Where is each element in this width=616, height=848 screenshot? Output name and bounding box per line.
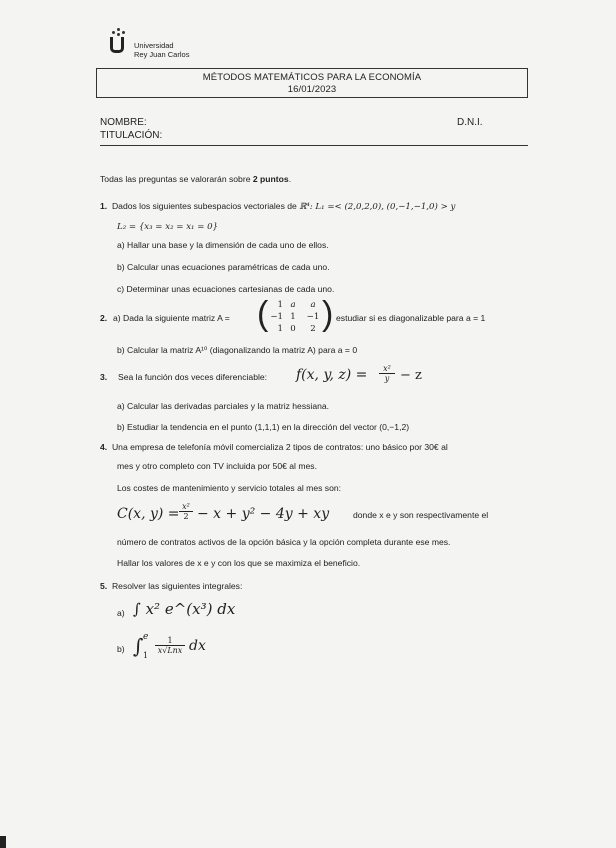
titulacion-label: TITULACIÓN: <box>100 130 163 141</box>
exam-title-box <box>96 68 528 98</box>
q4-line1: 4. Una empresa de telefonía móvil comercializa 2 tipos de contratos: uno básico por 30€ al <box>100 442 448 452</box>
intro-text: Todas las preguntas se valorarán sobre 2 puntos. <box>100 174 292 184</box>
q4-fraction: $\frac{\text{x²}}{2}$ <box>179 502 193 521</box>
q3-fraction: $\frac{\text{x²}}{y}$ <box>379 364 395 383</box>
q1-b: b) Calcular unas ecuaciones paramétricas de cada uno. <box>117 262 330 272</box>
university-logo-dots <box>112 28 126 34</box>
q5-statement: 5. Resolver las siguientes integrales: <box>100 581 243 591</box>
matrix-right-paren: ) <box>322 295 334 333</box>
scan-edge-mark <box>0 836 6 848</box>
q3-b: b) Estudiar la tendencia en el punto (1,1,1) en la dirección del vector (0,−1,2) <box>117 422 410 432</box>
header-divider <box>100 145 528 146</box>
q4-line2: mes y otro completo con TV incluida por 50€ al mes. <box>117 461 317 471</box>
exam-page: Universidad Rey Juan Carlos MÉTODOS MATEMÁTICOS PARA LA ECONOMÍA 16/01/2023 NOMBRE: D.N.I. TITULACIÓN: Todas las preguntas se valorarán sobre 2 puntos. 1. Dados los siguientes subespacios vectoriales de ℝ⁴: L₁ =< (2,0,2,0), (0,−1,−1,0) > y L₂ = {x₃ = x₂ = x₁ = 0} a) Hallar una base y la dimensión de cada uno de ellos. b) Calcular unas ecuaciones paramétricas de cada uno. c) Determinar unas ecuaciones cartesianas de cada uno. 2. a) Dada la siguiente matriz A = ( 1 a a −1 1 −1 1 0 2 ) estudiar si es diagonalizable para a = 1 b) Calcular la matriz A¹⁰ (diagonalizando la matriz A) para a = 0 3. Sea la función dos veces diferenciable: f(x, y, z) = $\frac{\text{x²}}{y}$ − z a) Calcular las derivadas parciales y la matriz hessiana. b) Estudiar la tendencia en el punto (1,1,1) en la dirección del vector (0,−1,2) 4. Una empresa de telefonía móvil comercializa 2 tipos de contratos: uno básico por 30€ al mes y otro completo con TV incluida por 50€ al mes. Los costes de mantenimiento y servicio totales al mes son: C(x, y) = $\frac{\text{x²}}{2}$ − x + y² − 4y + xy donde x e y son respectivamente el número de contratos activos de la opción básica y la opción completa durante ese mes. Hallar los valores de x e y con los que se maximiza el beneficio. 5. Resolver las siguientes integrales: a) ∫ x² e^(x³) dx b) ∫ e 1 1 x√Lnx dx <box>0 0 616 848</box>
university-logo-icon <box>110 37 124 53</box>
exam-title: MÉTODOS MATEMÁTICOS PARA LA ECONOMÍA <box>202 72 422 83</box>
exam-date: 16/01/2023 <box>287 84 337 95</box>
dni-label: D.N.I. <box>457 117 483 128</box>
university-name: Universidad Rey Juan Carlos <box>134 41 190 59</box>
q1-c: c) Determinar unas ecuaciones cartesianas de cada uno. <box>117 284 335 294</box>
q3-a: a) Calcular las derivadas parciales y la matriz hessiana. <box>117 401 330 411</box>
q2-b: b) Calcular la matriz A¹⁰ (diagonalizando la matriz A) para a = 0 <box>117 345 358 355</box>
q1-l2: L₂ = {x₃ = x₂ = x₁ = 0} <box>117 222 219 232</box>
q4-line4: número de contratos activos de la opción básica y la opción completa durante ese mes. <box>117 537 451 547</box>
q1-statement: 1. Dados los siguientes subespacios vectoriales de ℝ⁴: L₁ =< (2,0,2,0), (0,−1,−1,0) > y <box>100 201 456 212</box>
q5-fraction: 1 x√Lnx <box>155 636 185 655</box>
matrix-left-paren: ( <box>257 295 269 333</box>
q5-integral-b: b) ∫ e 1 1 x√Lnx dx <box>117 632 206 660</box>
integral-sign: ∫ <box>133 634 144 658</box>
nombre-label: NOMBRE: <box>100 117 147 128</box>
q4-line5: Hallar los valores de x e y con los que se maximiza el beneficio. <box>117 558 361 568</box>
q4-line3: Los costes de mantenimiento y servicio totales al mes son: <box>117 483 342 493</box>
q1-a: a) Hallar una base y la dimensión de cada uno de ellos. <box>117 240 329 250</box>
matrix-a: 1 a a −1 1 −1 1 0 2 <box>270 300 320 334</box>
